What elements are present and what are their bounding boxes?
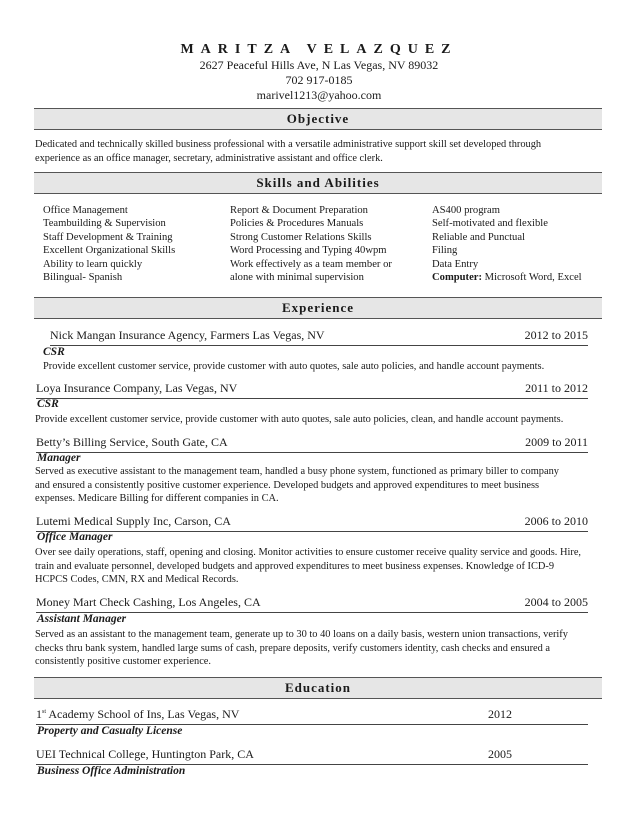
skill-item: Policies & Procedures Manuals (230, 218, 364, 230)
job-title: Assistant Manager (37, 613, 127, 625)
school-name (36, 707, 239, 722)
job-header (36, 514, 588, 532)
job-description (35, 546, 600, 587)
job-years: 2006 to 2010 (524, 514, 588, 528)
skill-item: alone with minimal supervision (230, 272, 364, 284)
job-years: 2004 to 2005 (524, 595, 588, 609)
skill-item: Filing (432, 245, 458, 257)
skill-item: AS400 program (432, 205, 500, 216)
computer-value: Microsoft Word, Excel (482, 272, 582, 284)
job-header (50, 328, 588, 346)
job-description (43, 360, 608, 374)
job-desc-line: expenses. Medicare Billing for different companies in CA. (35, 493, 279, 504)
skills-section-header (34, 172, 602, 194)
job-years: 2009 to 2011 (525, 435, 588, 449)
job-desc-line: checks thru bank system, handled large sums of cash, prepare deposits, verify customers identity, cash checks and ensured a (35, 642, 551, 654)
address: 2627 Peaceful Hills Ave, N Las Vegas, NV 89032 (199, 58, 439, 72)
job-description (35, 465, 600, 506)
school-year: 2005 (488, 747, 512, 761)
school-year: 2012 (488, 707, 512, 721)
job-title: CSR (37, 398, 59, 410)
job-title: CSR (43, 346, 65, 358)
skill-item: Word Processing and Typing 40wpm (230, 245, 387, 257)
skill-item: Staff Development & Training (43, 231, 173, 243)
job-desc-line: Over see daily operations, staff, opening and closing. Monitor activities to ensure customer receive quality service and goods. Hire, (35, 547, 582, 558)
job-desc-line: HCPCS Codes, CMN, RX and Medical Records. (35, 574, 239, 585)
school-name: UEI Technical College, Huntington Park, CA (36, 747, 254, 761)
job-company: Money Mart Check Cashing, Los Angeles, CA (36, 595, 261, 609)
school-header (36, 747, 588, 765)
job-company: Loya Insurance Company, Las Vegas, NV (36, 381, 238, 395)
objective-line: experience as an office manager, secretary, administrative assistant and office clerk. (35, 152, 383, 164)
job-company: Lutemi Medical Supply Inc, Carson, CA (36, 514, 231, 528)
skill-item: Report & Document Preparation (230, 205, 368, 216)
school-program: Business Office Administration (37, 765, 186, 777)
computer-label: Computer: (432, 272, 483, 284)
skill-computer (432, 271, 582, 284)
experience-section-header (34, 297, 602, 319)
skills-column-3 (432, 204, 582, 284)
job-description (35, 413, 600, 427)
job-desc-line: and ensured a consistently positive customer experience. Developed budgets and approved expenditures to meet business (35, 479, 540, 491)
job-company: Nick Mangan Insurance Agency, Farmers Las Vegas, NV (50, 328, 325, 342)
education-section-header (34, 677, 602, 699)
objective-text (35, 138, 600, 165)
education-heading: Education (284, 680, 352, 695)
skill-item: Reliable and Punctual (432, 231, 525, 243)
email[interactable]: marivel1213@yahoo.com (256, 88, 382, 102)
job-header (36, 595, 588, 613)
job-title: Office Manager (37, 531, 113, 543)
applicant-name: MARITZA VELAZQUEZ (180, 42, 458, 57)
skill-item: Ability to learn quickly (43, 258, 143, 270)
skills-column-2 (230, 204, 392, 284)
job-desc-line: Served as executive assistant to the management team, handled a busy phone system, functioned as primary biller to company (35, 466, 560, 477)
skill-item: Excellent Organizational Skills (43, 245, 176, 257)
job-header (36, 435, 588, 453)
school-prefix: 1 (36, 707, 42, 721)
job-desc-line: Served as an assistant to the management team, generate up to 30 to 40 loans on a daily basis, western union transactions, verify (35, 629, 568, 640)
job-description (35, 628, 600, 669)
job-title: Manager (37, 452, 81, 464)
school-prefix-sup: st (42, 709, 47, 715)
skill-item: Bilingual- Spanish (43, 272, 123, 284)
skill-item: Strong Customer Relations Skills (230, 231, 372, 243)
objective-heading: Objective (286, 111, 350, 126)
skill-item: Work effectively as a team member or (230, 258, 392, 270)
job-years: 2011 to 2012 (525, 381, 588, 395)
skill-item: Office Management (43, 205, 128, 216)
job-header (36, 381, 588, 399)
job-years: 2012 to 2015 (524, 328, 588, 342)
phone: 702 917-0185 (285, 73, 353, 87)
job-desc-line: consistently positive customer experience. (35, 656, 212, 667)
job-desc-line: Provide excellent customer service, provide customer with auto quotes, sale auto policies, clean, and handle account payments. (35, 414, 564, 425)
experience-heading: Experience (281, 300, 355, 315)
school-program: Property and Casualty License (37, 725, 183, 737)
objective-section-header (34, 108, 602, 130)
school-header (36, 707, 588, 725)
job-desc-line: train and evaluate personnel, developed budgets and approved expenditures to meet business expenses. Knowledge of ICD-9 (35, 560, 555, 572)
skill-item: Self-motivated and flexible (432, 218, 548, 230)
job-desc-line: Provide excellent customer service, provide customer with auto quotes, sale auto policies, and handle account payments. (43, 361, 545, 372)
skill-item: Teambuilding & Supervision (43, 218, 166, 230)
skill-item: Data Entry (432, 258, 479, 270)
job-company: Betty’s Billing Service, South Gate, CA (36, 435, 228, 449)
objective-line: Dedicated and technically skilled business professional with a versatile administrative support skill set developed through (35, 139, 542, 150)
skills-column-1 (43, 204, 175, 284)
skills-heading: Skills and Abilities (256, 175, 380, 190)
school-name-text: Academy School of Ins, Las Vegas, NV (46, 707, 240, 721)
